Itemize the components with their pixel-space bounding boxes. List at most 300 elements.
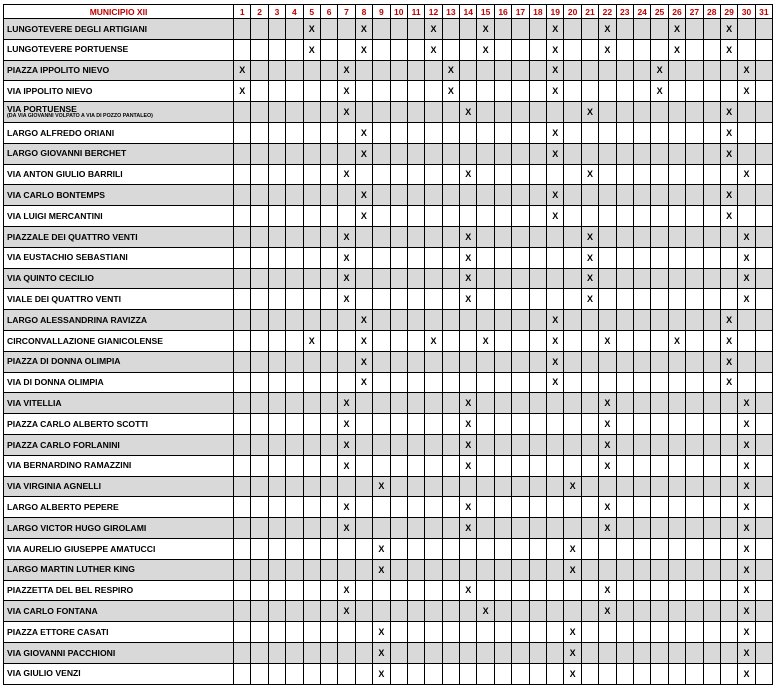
day-cell [633, 206, 650, 227]
day-cell [477, 164, 494, 185]
day-mark: X [547, 185, 564, 206]
day-cell [390, 538, 407, 559]
day-cell [720, 663, 737, 684]
day-cell [251, 164, 268, 185]
day-mark: X [581, 164, 598, 185]
day-mark: X [738, 226, 755, 247]
day-cell [720, 164, 737, 185]
day-mark: X [738, 601, 755, 622]
day-cell [286, 164, 303, 185]
day-cell [286, 455, 303, 476]
day-cell [407, 559, 424, 580]
day-mark: X [720, 122, 737, 143]
day-cell [407, 39, 424, 60]
day-cell [512, 538, 529, 559]
day-cell [668, 122, 685, 143]
day-mark: X [738, 518, 755, 539]
day-cell [529, 289, 546, 310]
day-cell [564, 455, 581, 476]
day-mark: X [738, 476, 755, 497]
day-cell [286, 206, 303, 227]
table-row [4, 663, 773, 684]
day-cell [703, 81, 720, 102]
day-cell [303, 434, 320, 455]
day-cell [616, 351, 633, 372]
day-cell [703, 60, 720, 81]
day-cell [425, 372, 442, 393]
day-cell [234, 19, 251, 40]
day-cell [442, 372, 459, 393]
day-cell [512, 601, 529, 622]
day-cell [547, 497, 564, 518]
day-cell [234, 206, 251, 227]
day-cell [373, 81, 390, 102]
day-cell [512, 663, 529, 684]
day-header: 5 [303, 5, 320, 19]
day-mark: X [460, 455, 477, 476]
day-cell [494, 310, 511, 331]
day-cell [494, 642, 511, 663]
street-name [4, 310, 234, 331]
day-header: 19 [547, 5, 564, 19]
day-cell [512, 60, 529, 81]
day-cell [581, 580, 598, 601]
day-cell [616, 538, 633, 559]
day-mark: X [738, 247, 755, 268]
day-mark: X [477, 19, 494, 40]
day-cell [529, 476, 546, 497]
day-cell [494, 622, 511, 643]
day-cell [390, 351, 407, 372]
day-cell [529, 143, 546, 164]
day-cell [234, 538, 251, 559]
day-cell [599, 206, 616, 227]
day-cell [512, 559, 529, 580]
day-cell [390, 434, 407, 455]
day-cell [425, 81, 442, 102]
street-label: VIA VITELLIA [7, 397, 62, 408]
day-cell [442, 642, 459, 663]
day-cell [355, 518, 372, 539]
street-name [4, 122, 234, 143]
day-cell [251, 455, 268, 476]
day-cell [268, 268, 285, 289]
day-cell [460, 81, 477, 102]
day-cell [668, 268, 685, 289]
day-cell [390, 102, 407, 123]
day-cell [425, 351, 442, 372]
day-cell [512, 455, 529, 476]
day-cell [686, 226, 703, 247]
day-cell [633, 663, 650, 684]
day-cell [686, 351, 703, 372]
day-header: 26 [668, 5, 685, 19]
day-cell [703, 247, 720, 268]
day-cell [668, 185, 685, 206]
day-cell [651, 185, 668, 206]
street-name [4, 289, 234, 310]
day-cell [373, 143, 390, 164]
day-mark: X [651, 60, 668, 81]
day-cell [703, 414, 720, 435]
day-cell [390, 122, 407, 143]
day-mark: X [547, 81, 564, 102]
day-cell [703, 185, 720, 206]
street-label: PIAZZA CARLO FORLANINI [7, 439, 120, 450]
day-cell [633, 518, 650, 539]
day-cell [512, 206, 529, 227]
day-cell [668, 455, 685, 476]
day-cell [303, 185, 320, 206]
day-mark: X [338, 247, 355, 268]
day-cell [477, 663, 494, 684]
table-row [4, 19, 773, 40]
day-cell [651, 393, 668, 414]
day-cell [703, 206, 720, 227]
day-cell [686, 289, 703, 310]
day-cell [686, 81, 703, 102]
day-cell [407, 538, 424, 559]
day-cell [251, 122, 268, 143]
day-cell [720, 601, 737, 622]
day-cell [320, 580, 337, 601]
day-cell [599, 642, 616, 663]
day-cell [616, 393, 633, 414]
day-cell [529, 663, 546, 684]
day-cell [755, 206, 772, 227]
day-cell [355, 476, 372, 497]
day-cell [268, 622, 285, 643]
day-mark: X [338, 393, 355, 414]
day-cell [529, 39, 546, 60]
day-cell [686, 393, 703, 414]
table-row [4, 601, 773, 622]
day-cell [581, 497, 598, 518]
day-cell [494, 143, 511, 164]
day-mark: X [738, 289, 755, 310]
day-cell [234, 663, 251, 684]
day-mark: X [547, 19, 564, 40]
street-label: VIA ANTON GIULIO BARRILI [7, 169, 123, 180]
day-cell [303, 247, 320, 268]
day-cell [303, 601, 320, 622]
day-cell [251, 39, 268, 60]
day-cell [755, 185, 772, 206]
day-cell [303, 663, 320, 684]
day-cell [686, 663, 703, 684]
table-row [4, 434, 773, 455]
day-cell [529, 642, 546, 663]
day-cell [668, 476, 685, 497]
day-cell [529, 622, 546, 643]
day-cell [268, 206, 285, 227]
day-cell [303, 455, 320, 476]
street-label: CIRCONVALLAZIONE GIANICOLENSE [7, 335, 163, 346]
table-row [4, 289, 773, 310]
day-cell [512, 372, 529, 393]
day-cell [425, 663, 442, 684]
day-cell [407, 310, 424, 331]
day-cell [425, 559, 442, 580]
day-cell [425, 310, 442, 331]
day-cell [633, 185, 650, 206]
day-cell [599, 122, 616, 143]
day-mark: X [599, 39, 616, 60]
day-cell [651, 268, 668, 289]
day-cell [703, 476, 720, 497]
day-cell [355, 559, 372, 580]
day-cell [564, 268, 581, 289]
table-row [4, 206, 773, 227]
day-cell [425, 60, 442, 81]
day-cell [442, 310, 459, 331]
street-name [4, 372, 234, 393]
day-cell [738, 122, 755, 143]
day-cell [755, 642, 772, 663]
day-cell [703, 310, 720, 331]
day-cell [633, 164, 650, 185]
day-cell [477, 455, 494, 476]
day-cell [686, 538, 703, 559]
day-cell [668, 164, 685, 185]
day-cell [320, 538, 337, 559]
day-cell [425, 455, 442, 476]
day-cell [251, 538, 268, 559]
day-cell [320, 39, 337, 60]
day-mark: X [460, 102, 477, 123]
day-cell [303, 122, 320, 143]
day-cell [425, 476, 442, 497]
day-cell [320, 372, 337, 393]
day-cell [720, 622, 737, 643]
day-cell [460, 185, 477, 206]
day-cell [651, 642, 668, 663]
day-cell [703, 538, 720, 559]
day-cell [320, 434, 337, 455]
day-cell [338, 642, 355, 663]
day-cell [581, 622, 598, 643]
day-cell [564, 39, 581, 60]
day-cell [703, 122, 720, 143]
day-cell [425, 414, 442, 435]
day-cell [234, 497, 251, 518]
day-header: 9 [373, 5, 390, 19]
day-cell [477, 185, 494, 206]
table-row [4, 538, 773, 559]
day-mark: X [547, 351, 564, 372]
day-mark: X [599, 393, 616, 414]
day-cell [234, 455, 251, 476]
day-cell [234, 642, 251, 663]
day-cell [599, 310, 616, 331]
day-cell [755, 310, 772, 331]
day-cell [251, 60, 268, 81]
day-mark: X [564, 538, 581, 559]
day-cell [442, 622, 459, 643]
day-cell [616, 372, 633, 393]
day-cell [477, 122, 494, 143]
day-cell [477, 518, 494, 539]
day-cell [581, 393, 598, 414]
day-mark: X [738, 497, 755, 518]
day-cell [477, 81, 494, 102]
day-cell [355, 268, 372, 289]
day-mark: X [425, 330, 442, 351]
day-mark: X [355, 19, 372, 40]
day-cell [755, 580, 772, 601]
day-cell [529, 580, 546, 601]
day-cell [616, 601, 633, 622]
day-cell [564, 122, 581, 143]
day-cell [390, 476, 407, 497]
day-cell [494, 518, 511, 539]
day-cell [373, 164, 390, 185]
day-cell [286, 559, 303, 580]
day-cell [599, 538, 616, 559]
street-label: VIA LUIGI MERCANTINI [7, 210, 103, 221]
day-cell [338, 39, 355, 60]
day-cell [703, 434, 720, 455]
day-header: 15 [477, 5, 494, 19]
day-cell [512, 310, 529, 331]
day-cell [460, 538, 477, 559]
day-cell [633, 642, 650, 663]
day-cell [564, 497, 581, 518]
day-cell [599, 247, 616, 268]
day-cell [651, 497, 668, 518]
day-cell [668, 351, 685, 372]
day-cell [303, 642, 320, 663]
day-cell [251, 372, 268, 393]
day-cell [703, 330, 720, 351]
day-mark: X [738, 164, 755, 185]
day-cell [599, 102, 616, 123]
day-cell [373, 414, 390, 435]
day-cell [581, 206, 598, 227]
day-cell [738, 19, 755, 40]
day-cell [425, 538, 442, 559]
day-cell [355, 393, 372, 414]
street-name [4, 622, 234, 643]
day-cell [355, 226, 372, 247]
day-cell [268, 393, 285, 414]
day-cell [268, 434, 285, 455]
day-mark: X [425, 19, 442, 40]
day-mark: X [303, 19, 320, 40]
day-cell [720, 268, 737, 289]
day-cell [442, 455, 459, 476]
day-mark: X [477, 330, 494, 351]
day-cell [320, 642, 337, 663]
day-cell [268, 414, 285, 435]
day-cell [494, 19, 511, 40]
day-cell [529, 601, 546, 622]
day-cell [442, 476, 459, 497]
day-cell [407, 143, 424, 164]
day-header: 27 [686, 5, 703, 19]
day-cell [494, 185, 511, 206]
day-mark: X [234, 81, 251, 102]
day-cell [633, 497, 650, 518]
day-mark: X [355, 143, 372, 164]
day-cell [755, 538, 772, 559]
day-cell [720, 289, 737, 310]
day-cell [581, 372, 598, 393]
day-cell [355, 497, 372, 518]
day-cell [581, 310, 598, 331]
day-cell [633, 538, 650, 559]
day-header: 24 [633, 5, 650, 19]
day-cell [477, 310, 494, 331]
day-cell [251, 642, 268, 663]
day-cell [755, 102, 772, 123]
day-cell [390, 143, 407, 164]
day-cell [286, 247, 303, 268]
day-mark: X [338, 580, 355, 601]
day-cell [303, 310, 320, 331]
day-cell [633, 19, 650, 40]
day-mark: X [564, 642, 581, 663]
day-header: 31 [755, 5, 772, 19]
day-cell [668, 226, 685, 247]
day-cell [234, 289, 251, 310]
day-cell [320, 622, 337, 643]
day-cell [373, 497, 390, 518]
schedule-table [3, 4, 773, 685]
table-body [4, 19, 773, 685]
day-cell [303, 60, 320, 81]
day-cell [390, 455, 407, 476]
day-mark: X [738, 622, 755, 643]
day-cell [529, 185, 546, 206]
day-cell [268, 351, 285, 372]
day-cell [668, 60, 685, 81]
day-mark: X [460, 580, 477, 601]
day-cell [564, 247, 581, 268]
day-cell [651, 518, 668, 539]
day-cell [581, 476, 598, 497]
day-cell [477, 642, 494, 663]
day-cell [633, 330, 650, 351]
day-cell [651, 372, 668, 393]
day-cell [599, 164, 616, 185]
day-cell [303, 102, 320, 123]
day-cell [599, 226, 616, 247]
day-cell [477, 622, 494, 643]
day-mark: X [547, 310, 564, 331]
day-cell [390, 310, 407, 331]
day-cell [616, 206, 633, 227]
day-cell [668, 642, 685, 663]
street-name [4, 268, 234, 289]
day-cell [494, 268, 511, 289]
day-cell [494, 414, 511, 435]
day-cell [755, 455, 772, 476]
day-mark: X [564, 476, 581, 497]
day-cell [720, 247, 737, 268]
day-cell [373, 206, 390, 227]
day-cell [651, 663, 668, 684]
day-cell [668, 538, 685, 559]
day-cell [407, 330, 424, 351]
day-cell [442, 414, 459, 435]
day-cell [320, 164, 337, 185]
day-mark: X [668, 19, 685, 40]
day-cell [303, 351, 320, 372]
day-mark: X [564, 663, 581, 684]
day-cell [668, 497, 685, 518]
day-cell [268, 476, 285, 497]
